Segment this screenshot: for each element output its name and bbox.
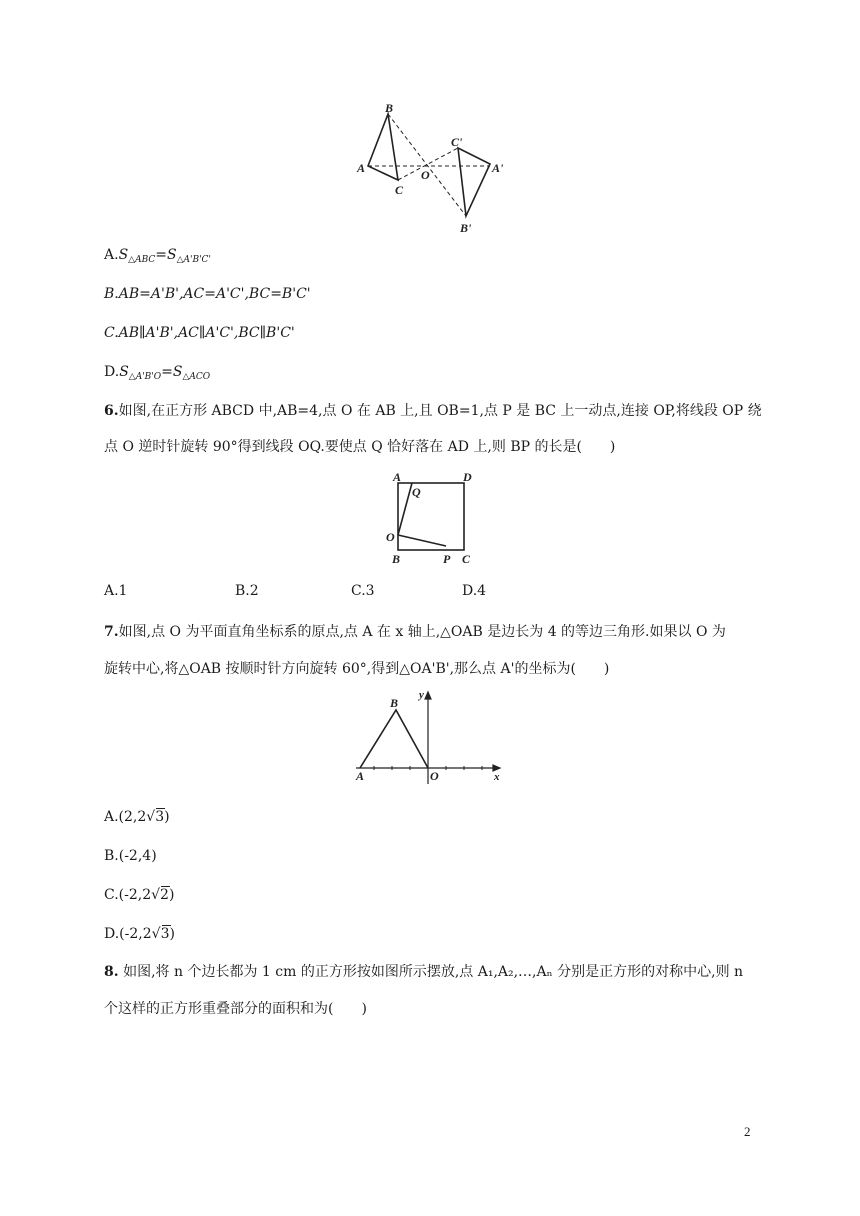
label-O: O [386,530,395,544]
sqrt-icon: √ [151,887,161,903]
q7-line1 [104,622,726,642]
question-number: 7. [104,624,119,640]
area-symbol: S [166,247,177,263]
subscript: △ACO [182,372,211,382]
square-figure [384,470,484,570]
label-C-prime: C' [451,135,463,149]
label-D: D [463,470,472,484]
question-number: 6. [104,403,119,419]
sqrt-icon: √ [146,809,156,825]
label-P: P [443,552,451,566]
label-B: B [390,696,399,710]
label-A-prime: A' [492,161,504,175]
option-prefix: D. [104,364,120,380]
q6-option-d[interactable]: D.4 [462,583,487,599]
equals: = [161,364,173,380]
option-text: ) [168,887,175,903]
q5-option-a[interactable] [104,245,211,267]
label-C: C [395,183,404,197]
q6-option-b[interactable]: B.2 [235,583,259,599]
option-text: C.(-2,2 [104,887,152,903]
q7-option-b[interactable]: B.(-2,4) [104,848,157,864]
area-symbol: S [172,364,183,380]
q5-option-d[interactable] [104,362,210,384]
x-axis-label: x [494,771,500,783]
option-text: ) [169,926,175,942]
label-B: B [392,552,401,566]
subscript: △ABC [128,255,156,265]
subscript: △A'B'C' [176,255,211,265]
label-C: C [462,552,471,566]
label-O: O [430,769,439,783]
q6-line1 [104,401,762,421]
q8-line1 [104,962,743,982]
equals: = [155,247,167,263]
q6-line2: 点 O 逆时针旋转 90°得到线段 OQ.要使点 Q 恰好落在 AD 上,则 BP 的长是( ) [104,439,616,455]
option-prefix: A. [104,247,119,263]
q6-option-a[interactable]: A.1 [104,583,128,599]
option-text: A.(2,2 [104,809,147,825]
y-axis-label: y [419,689,424,701]
q8-line2: 个这样的正方形重叠部分的面积和为( ) [104,1001,367,1017]
q7-line2: 旋转中心,将△OAB 按顺时针方向旋转 60°,得到△OA'B',那么点 A'的坐标为( ) [104,661,610,677]
question-text: 如图,点 O 为平面直角坐标系的原点,点 A 在 x 轴上,△OAB 是边长为 4 的等边三角形.如果以 O 为 [118,624,726,640]
area-symbol: S [119,364,129,380]
option-text: D.(-2,2 [104,926,152,942]
question-text: 如图,将 n 个边长都为 1 cm 的正方形按如图所示摆放,点 A₁,A₂,…,Aₙ 分别是正方形的对称中心,则 n [118,964,744,980]
page-number: 2 [744,1124,751,1139]
question-number: 8. [104,964,119,980]
q7-option-a[interactable] [104,807,170,827]
sqrt-icon: √ [151,926,161,942]
label-A: A [357,161,366,175]
question-text: 如图,在正方形 ABCD 中,AB=4,点 O 在 AB 上,且 OB=1,点 P 是 BC 上一动点,连接 OP,将线段 OP 绕 [118,403,762,419]
label-A: A [356,769,365,783]
option-text: ) [164,809,170,825]
q7-option-c[interactable] [104,885,174,905]
q6-option-c[interactable]: C.3 [351,583,375,599]
q5-option-b[interactable]: B.AB=A'B',AC=A'C',BC=B'C' [104,286,311,302]
label-O: O [421,168,430,182]
q5-option-c[interactable]: C.AB∥A'B',AC∥A'C',BC∥B'C' [104,325,295,341]
q7-option-d[interactable] [104,924,175,944]
radicand: 3 [160,926,170,942]
label-Q: Q [412,485,421,499]
subscript: △A'B'O [128,372,162,382]
radicand: 2 [160,887,169,903]
radicand: 3 [155,809,165,825]
label-B-prime: B' [460,221,472,235]
label-A: A [393,470,402,484]
label-B: B [385,101,394,115]
coordinate-figure [350,688,510,788]
area-symbol: S [118,247,129,263]
rotation-figure [350,100,520,240]
